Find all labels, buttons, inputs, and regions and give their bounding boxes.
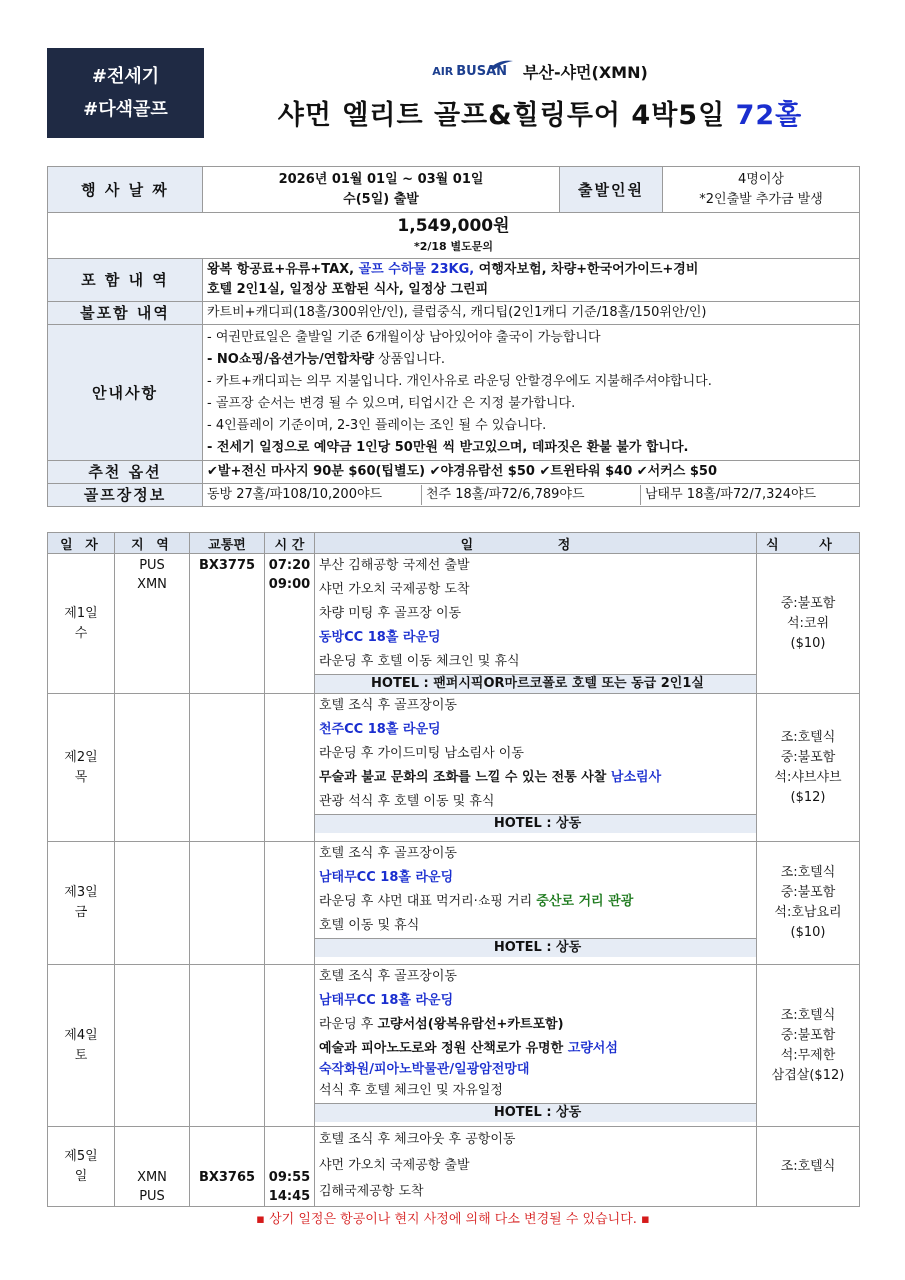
itinerary-line: 호텔 조식 후 골프장이동: [319, 969, 457, 984]
notice-list: [203, 325, 860, 461]
time-value: 09:00: [268, 577, 311, 592]
day-cell: [48, 694, 115, 842]
day-of-week: 목: [74, 769, 88, 785]
notice-item: - 전세기 일정으로 예약금 1인당 50만원 씩 받고있으며, 데파짓은 환불 불가 합니다.: [207, 439, 689, 455]
day-of-week: 금: [74, 905, 88, 920]
time-cell: [265, 842, 315, 965]
meal-cell: [757, 694, 860, 842]
itinerary-line: 호텔 조식 후 체크아웃 후 공항이동: [319, 1132, 516, 1147]
day-of-week: 토: [74, 1047, 88, 1063]
meal-item: 석:코위: [786, 615, 830, 631]
notice-item: - 여권만료일은 출발일 기준 6개월이상 남아있어야 출국이 가능합니다: [207, 329, 601, 345]
itinerary-line: 관광 석식 후 호텔 이동 및 휴식: [319, 794, 495, 809]
notice-item: [207, 349, 855, 371]
meal-cell: [757, 842, 860, 965]
tag-line-1: #전세기: [91, 66, 160, 87]
header-meals: 식 사: [757, 533, 860, 554]
meal-item: 중:불포함: [780, 595, 836, 611]
region-code: PUS: [139, 558, 165, 573]
golf-value: [203, 484, 860, 507]
info-table: [47, 166, 860, 507]
meal-cell: [757, 554, 860, 694]
include-line-2: 호텔 2인1실, 일정상 포함된 식사, 일정상 그린피: [207, 282, 489, 297]
meal-item: 석:호남요리: [774, 905, 842, 920]
hotel-line: HOTEL : 상동: [315, 1103, 756, 1122]
itinerary-cell: [315, 554, 757, 694]
itinerary-highlight: 남소림사: [610, 770, 662, 785]
flight-cell: [190, 842, 265, 965]
flight-cell: [190, 965, 265, 1127]
itinerary-text: 라운딩 후: [319, 1017, 378, 1032]
meal-item: 석:샤브샤브: [774, 769, 842, 785]
page-title: [215, 93, 865, 132]
exclude-value: 카트비+캐디피(18홀/300위안/인), 클럽중식, 캐디팁(2인1캐디 기준/18홀/150위안/인): [203, 302, 860, 325]
region-code: PUS: [139, 1189, 165, 1204]
golf-course-2: 천주 18홀/파72/6,789야드: [421, 485, 640, 505]
header-itinerary: 일 정: [315, 533, 757, 554]
itinerary-text: 무술과 불교 문화의 조화를 느낄 수 있는 전통 사찰: [319, 770, 611, 785]
footnote: ▪ 상기 일정은 항공이나 현지 사정에 의해 다소 변경될 수 있습니다. ▪: [256, 1212, 650, 1227]
itinerary-text: 라운딩 후 샤먼 대표 먹거리·쇼핑 거리: [319, 894, 537, 909]
schedule-row-day3: [48, 842, 860, 965]
meal-item: 중:불포함: [780, 1027, 836, 1043]
flight-cell: BX3775: [190, 554, 265, 694]
itinerary-line: [315, 890, 756, 914]
itinerary-line: [315, 1013, 756, 1037]
route-text: 부산-샤먼(XMN): [523, 63, 648, 82]
region-cell: [115, 842, 190, 965]
itinerary-cell: [315, 1127, 757, 1207]
day-of-week: 수: [74, 625, 88, 641]
day-cell: [48, 1127, 115, 1207]
golf-course-3: 남태무 18홀/파72/7,324야드: [640, 485, 859, 505]
hotel-line: HOTEL : 상동: [315, 938, 756, 957]
people-label: 출발인원: [560, 167, 663, 213]
include-part-c: 여행자보험, 차량+한국어가이드+경비: [474, 262, 699, 277]
airline-logo-name: BUSAN: [456, 64, 508, 79]
day-number: 제5일: [64, 1148, 98, 1164]
time-cell: [265, 554, 315, 694]
golf-course-1: 동방 27홀/파108/10,200야드: [207, 487, 383, 502]
schedule-row-day1: [48, 554, 860, 694]
meal-item: 조:호텔식: [780, 1007, 836, 1023]
region-cell: [115, 965, 190, 1127]
meal-item: 중:불포함: [780, 749, 836, 765]
itinerary-line: 천주CC 18홀 라운딩: [319, 722, 441, 737]
include-value: [203, 259, 860, 302]
header-region: 지 역: [115, 533, 190, 554]
itinerary-line: 남태무CC 18홀 라운딩: [319, 993, 454, 1008]
notice-item: - 골프장 순서는 변경 될 수 있으며, 티업시간 은 지정 불가합니다.: [207, 395, 576, 411]
tag-badge: [47, 48, 204, 138]
airline-logo: [432, 64, 513, 79]
schedule-row-day5: [48, 1127, 860, 1207]
itinerary-cell: [315, 965, 757, 1127]
meal-cell: [757, 1127, 860, 1207]
schedule-row-day4: [48, 965, 860, 1127]
date-line-2: 수(5일) 출발: [343, 191, 419, 207]
notice-rest: 상품입니다.: [373, 351, 445, 367]
time-cell: [265, 694, 315, 842]
include-part-a: 왕복 항공료+유류+TAX,: [207, 262, 359, 277]
golf-label: 골프장정보: [48, 484, 203, 507]
region-cell: [115, 694, 190, 842]
day-cell: [48, 842, 115, 965]
day-number: 제2일: [64, 749, 98, 765]
meal-item: ($10): [790, 925, 826, 940]
tag-line-2: #다색골프: [83, 99, 168, 120]
notice-label: 안내사항: [48, 325, 203, 461]
schedule-row-day2: [48, 694, 860, 842]
hotel-line: HOTEL : 상동: [315, 814, 756, 833]
date-line-1: 2026년 01월 01일 ~ 03월 01일: [278, 171, 484, 187]
airline-logo-small: AIR: [432, 65, 454, 78]
itinerary-line: [315, 1037, 756, 1061]
notice-item: - 4인플레이 기준이며, 2-3인 플레이는 조인 될 수 있습니다.: [207, 417, 547, 433]
meal-item: 조:호텔식: [780, 729, 836, 745]
people-line-2: *2인출발 추가금 발생: [699, 191, 823, 207]
notice-bold: - NO쇼핑/옵션가능/연합차량: [207, 351, 374, 367]
include-part-b: 골프 수하물 23KG,: [358, 262, 475, 277]
wing-icon: [489, 59, 513, 71]
itinerary-line: 부산 김해공항 국제선 출발: [319, 558, 470, 573]
meal-cell: [757, 965, 860, 1127]
itinerary-line: 샤먼 가오치 국제공항 출발: [319, 1158, 470, 1173]
page-header: [215, 60, 865, 132]
itinerary-line: 석식 후 호텔 체크인 및 자유일정: [319, 1083, 503, 1098]
itinerary-line: 호텔 조식 후 골프장이동: [319, 698, 457, 713]
people-value: [663, 167, 860, 213]
route-line: [215, 60, 865, 83]
region-cell: [115, 1127, 190, 1207]
itinerary-line: 김해국제공항 도착: [319, 1184, 424, 1199]
meal-item: 조:호텔식: [780, 1158, 836, 1174]
include-label: 포 함 내 역: [48, 259, 203, 302]
itinerary-highlight: 중산로 거리 관광: [536, 894, 634, 909]
day-number: 제3일: [64, 885, 98, 900]
schedule-table: [47, 532, 860, 1207]
itinerary-line: 샤먼 가오치 국제공항 도착: [319, 582, 470, 597]
title-main: 샤먼 엘리트 골프&힐링투어 4박5일: [277, 100, 726, 131]
meal-item: 삼겹살($12): [771, 1067, 845, 1083]
time-cell: [265, 965, 315, 1127]
itinerary-cell: [315, 842, 757, 965]
price-cell: [48, 213, 860, 259]
itinerary-line: 숙작화원/피아노박물관/일광암전망대: [319, 1062, 530, 1077]
itinerary-cell: [315, 694, 757, 842]
time-value: 07:20: [268, 558, 311, 573]
itinerary-line: 호텔 이동 및 휴식: [319, 918, 420, 933]
title-holes: 72홀: [735, 100, 803, 131]
region-cell: [115, 554, 190, 694]
time-cell: [265, 1127, 315, 1207]
itinerary-text: 예술과 피아노도로와 정원 산책로가 유명한: [319, 1041, 568, 1056]
day-of-week: 일: [74, 1168, 88, 1184]
day-cell: [48, 554, 115, 694]
header-date: 일 자: [48, 533, 115, 554]
price-value: 1,549,000원: [397, 215, 510, 236]
hotel-line: HOTEL : 팬퍼시픽OR마르코폴로 호텔 또는 동급 2인1실: [315, 674, 756, 693]
meal-item: 조:호텔식: [780, 865, 836, 880]
itinerary-line: 남태무CC 18홀 라운딩: [319, 870, 454, 885]
flight-cell: BX3765: [190, 1127, 265, 1207]
meal-item: ($12): [790, 789, 826, 805]
itinerary-line: 차량 미팅 후 골프장 이동: [319, 606, 462, 621]
header-time: 시 간: [265, 533, 315, 554]
itinerary-highlight: 고량서섬(왕복유람선+카트포함): [377, 1017, 564, 1032]
region-code: XMN: [137, 1170, 167, 1185]
meal-item: 중:불포함: [780, 885, 836, 900]
price-note: *2/18 별도문의: [413, 239, 494, 253]
flight-cell: [190, 694, 265, 842]
day-number: 제1일: [64, 605, 98, 621]
options-value: ✔발+전신 마사지 90분 $60(팁별도) ✔야경유람선 $50 ✔트윈타워 $40 ✔서커스 $50: [203, 461, 860, 484]
itinerary-line: [315, 766, 756, 790]
exclude-label: 불포함 내역: [48, 302, 203, 325]
date-value: [203, 167, 560, 213]
people-line-1: 4명이상: [738, 171, 784, 187]
time-value: 09:55: [268, 1170, 311, 1185]
time-value: 14:45: [268, 1189, 311, 1204]
notice-item: - 카트+캐디피는 의무 지불입니다. 개인사유로 라운딩 안할경우에도 지불해주셔야합니다.: [207, 373, 712, 389]
meal-item: ($10): [790, 635, 826, 651]
itinerary-line: 호텔 조식 후 골프장이동: [319, 846, 457, 861]
day-number: 제4일: [64, 1027, 98, 1043]
itinerary-line: 동방CC 18홀 라운딩: [319, 630, 441, 645]
header-transport: 교통편: [190, 533, 265, 554]
day-cell: [48, 965, 115, 1127]
itinerary-line: 라운딩 후 호텔 이동 체크인 및 휴식: [319, 654, 520, 669]
itinerary-line: 라운딩 후 가이드미팅 남소림사 이동: [319, 746, 524, 761]
itinerary-highlight: 고량서섬: [567, 1041, 618, 1056]
date-label: 행 사 날 짜: [48, 167, 203, 213]
meal-item: 석:무제한: [780, 1047, 836, 1063]
region-code: XMN: [137, 577, 167, 592]
options-label: 추천 옵션: [48, 461, 203, 484]
